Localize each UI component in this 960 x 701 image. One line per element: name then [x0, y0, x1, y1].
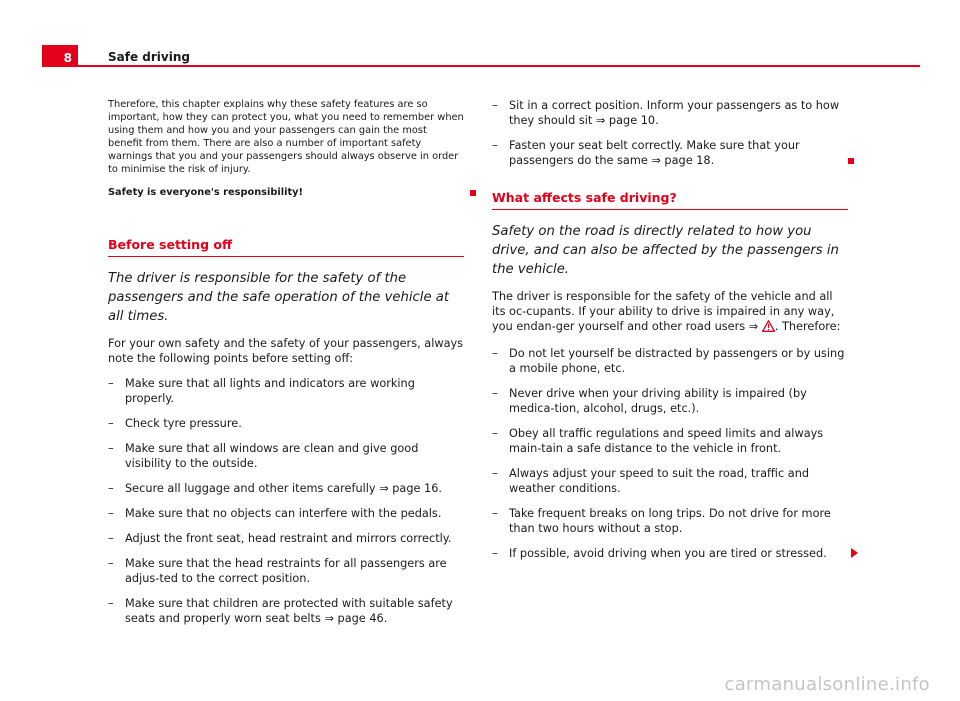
list-item: – Make sure that all windows are clean and give good visibility to the outside.: [108, 441, 464, 471]
section-heading-before-setting-off: Before setting off: [108, 237, 464, 257]
watermark: carmanualsonline.info: [724, 674, 930, 695]
list-item: – Secure all luggage and other items carefully ⇒ page 16.: [108, 481, 464, 496]
checklist-before-setting-off: [108, 376, 464, 626]
body-safe-driving: [492, 289, 848, 336]
left-column: [108, 98, 464, 636]
header-rule: [42, 65, 920, 67]
lead-before-setting-off: The driver is responsible for the safety of the passengers and the safe operation of the vehicle at all times.: [108, 271, 450, 324]
chapter-title: Safe driving: [108, 50, 190, 64]
list-item: – Never drive when your driving ability is impaired (by medica-tion, alcohol, drugs, etc.).: [492, 386, 848, 416]
list-item: – Always adjust your speed to suit the road, traffic and weather conditions.: [492, 466, 848, 496]
list-item: – Sit in a correct position. Inform your passengers as to how they should sit ⇒ page 10.: [492, 98, 848, 128]
list-item: – Check tyre pressure.: [108, 416, 464, 431]
list-item: [492, 138, 848, 168]
list-item: – Make sure that the head restraints for all passengers are adjus-ted to the correct position.: [108, 556, 464, 586]
responsibility-note: [108, 186, 464, 199]
body-before-setting-off: For your own safety and the safety of your passengers, always note the following points before setting off:: [108, 337, 464, 365]
list-item: [492, 546, 848, 561]
section-end-icon: [848, 158, 854, 164]
safe-driving-list: [492, 346, 848, 561]
list-item: – Do not let yourself be distracted by passengers or by using a mobile phone, etc.: [492, 346, 848, 376]
list-item-text: If possible, avoid driving when you are tired or stressed.: [509, 547, 827, 560]
list-item: – Make sure that children are protected with suitable safety seats and properly worn seat belts ⇒ page 46.: [108, 596, 464, 626]
page-header: [42, 45, 920, 67]
list-item: – Adjust the front seat, head restraint and mirrors correctly.: [108, 531, 464, 546]
lead-safe-driving: Safety on the road is directly related to how you drive, and can also be affected by the passengers in the vehicle.: [492, 224, 839, 277]
list-item: – Take frequent breaks on long trips. Do not drive for more than two hours without a stop.: [492, 506, 848, 536]
seating-list: [492, 98, 848, 168]
right-column: [492, 98, 848, 571]
body-text-before: The driver is responsible for the safety of the vehicle and all its oc-cupants. If your ability to drive is impaired in any way, you endan-ger yourself and other road users ⇒: [492, 290, 835, 333]
section-end-icon: [470, 190, 476, 196]
intro-paragraph: Therefore, this chapter explains why these safety features are so important, how they can protect you, what you need to remember when using them and how you and your passengers can gain the most benefit from them. There are also a number of important safety warnings that you and your passengers should always observe in order to minimise the risk of injury.: [108, 99, 464, 175]
responsibility-text: Safety is everyone's responsibility!: [108, 187, 303, 198]
warning-triangle-icon[interactable]: [762, 320, 775, 336]
continue-arrow-icon: [851, 548, 858, 558]
body-text-after: . Therefore:: [774, 320, 841, 333]
list-item: – Make sure that no objects can interfere with the pedals.: [108, 506, 464, 521]
list-item: – Make sure that all lights and indicators are working properly.: [108, 376, 464, 406]
list-item: – Obey all traffic regulations and speed limits and always main-tain a safe distance to the vehicle in front.: [492, 426, 848, 456]
page-number: 8: [42, 45, 78, 67]
list-item-text: Fasten your seat belt correctly. Make sure that your passengers do the same ⇒ page 18.: [509, 139, 800, 167]
section-heading-safe-driving: What affects safe driving?: [492, 190, 848, 210]
